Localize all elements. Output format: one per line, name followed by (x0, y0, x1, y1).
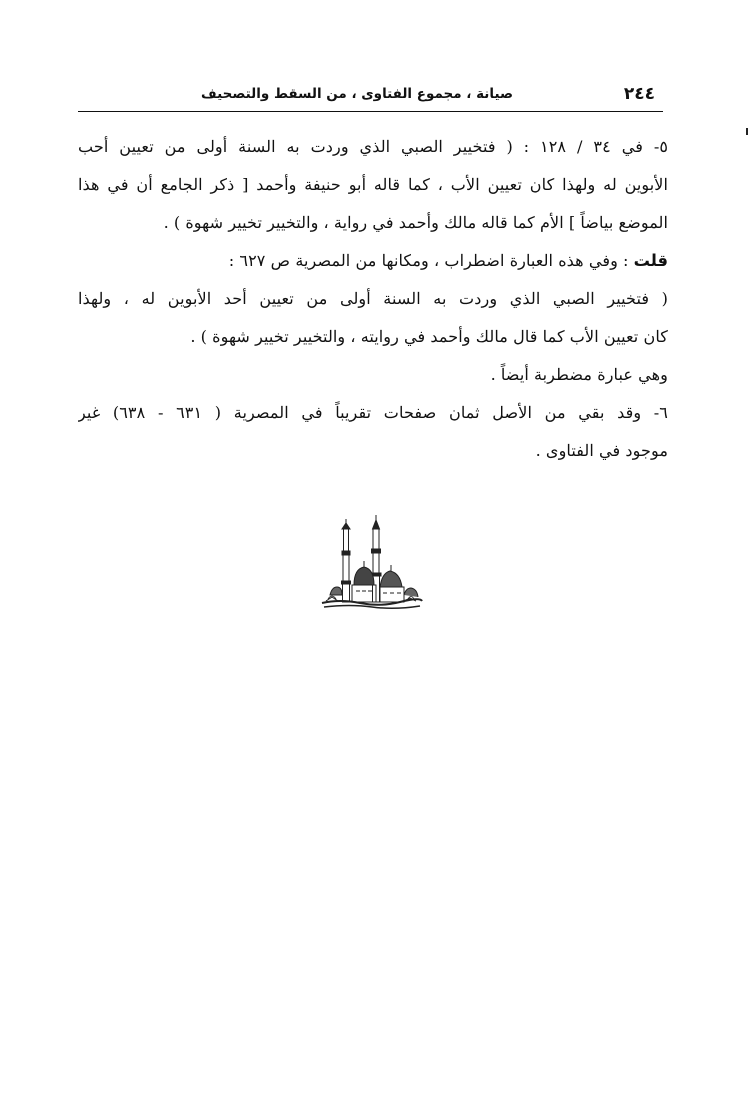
page-number: ٢٤٤ (623, 84, 655, 104)
text-line: وهي عبارة مضطربة أيضاً . (490, 365, 668, 384)
margin-mark (746, 128, 748, 135)
header-rule (78, 111, 663, 112)
text-line: الأبوين له ولهذا كان تعيين الأب ، كما قاله أبو حنيفة وأحمد [ ذكر الجامع أن في هذا (78, 175, 668, 194)
text-line (78, 242, 668, 280)
text-line: ( فتخيير الصبي الذي وردت به السنة أولى من تعيين أحد الأبوين له ، ولهذا (78, 289, 668, 308)
qalat-label: قلت (633, 251, 668, 270)
text-line: ٥- في ٣٤ / ١٢٨ : ( فتخيير الصبي الذي وردت به السنة أولى من تعيين أحب (78, 137, 668, 156)
page-body (78, 128, 668, 470)
text-line: ٦- وقد بقي من الأصل ثمان صفحات تقريباً في المصرية ( ٦٣١ - ٦٣٨) غير (78, 403, 668, 422)
text-line: كان تعيين الأب كما قال مالك وأحمد في روايته ، والتخيير تخيير شهوة ) . (190, 327, 668, 346)
text-line: الموضع بياضاً ] الأم كما قاله مالك وأحمد في رواية ، والتخيير تخيير شهوة ) . (163, 213, 668, 232)
mosque-vignette-icon (320, 515, 424, 611)
text-span: : وفي هذه العبارة اضطراب ، ومكانها من المصرية ص ٦٢٧ : (228, 251, 634, 270)
running-title: صيانة ، مجموع الفتاوى ، من السقط والتصحيف (201, 86, 513, 102)
running-header (78, 84, 663, 112)
text-line: موجود في الفتاوى . (535, 441, 668, 460)
